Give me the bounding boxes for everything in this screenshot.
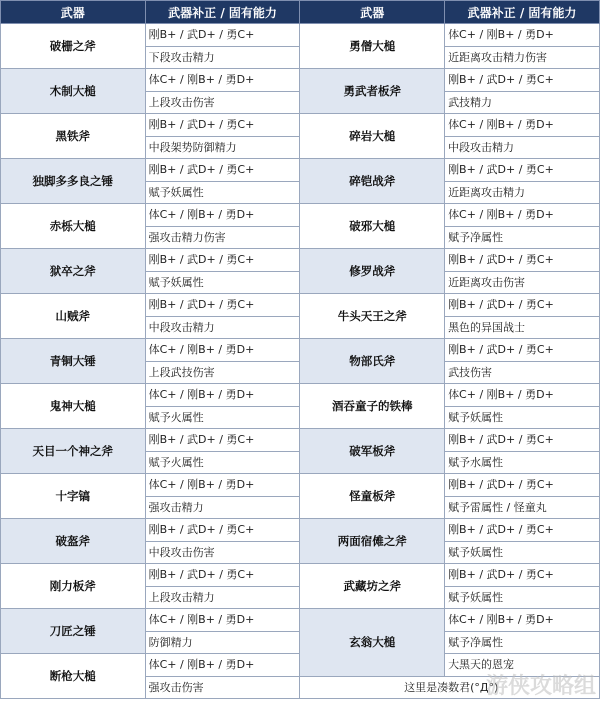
weapon-stat-scaling: 刚B+ / 武D+ / 勇C+ [445, 474, 600, 497]
weapon-name: 山贼斧 [1, 294, 146, 339]
table-header-row [1, 1, 600, 24]
weapon-stat-scaling: 刚B+ / 武D+ / 勇C+ [145, 159, 300, 182]
weapon-name: 赤栎大槌 [1, 204, 146, 249]
weapon-stat-scaling: 刚B+ / 武D+ / 勇C+ [145, 564, 300, 587]
table-row [1, 294, 600, 317]
weapon-ability: 近距离攻击精力 [445, 181, 600, 204]
weapon-ability: 近距离攻击精力伤害 [445, 46, 600, 69]
weapon-name: 玄翁大槌 [300, 609, 445, 677]
weapon-ability: 上段攻击伤害 [145, 91, 300, 114]
table-row [1, 564, 600, 587]
weapon-ability: 上段攻击精力 [145, 586, 300, 609]
weapon-ability: 赋予火属性 [145, 451, 300, 474]
table-row [1, 69, 600, 92]
weapon-ability: 下段攻击精力 [145, 46, 300, 69]
weapon-ability: 赋予妖属性 [145, 271, 300, 294]
weapon-ability: 强攻击伤害 [145, 676, 300, 699]
header-weapon-right: 武器 [300, 1, 445, 24]
weapon-name: 黑铁斧 [1, 114, 146, 159]
table-row [1, 249, 600, 272]
weapon-ability: 中段攻击精力 [145, 316, 300, 339]
weapon-ability: 中段攻击精力 [445, 136, 600, 159]
weapon-stat-scaling: 体C+ / 刚B+ / 勇D+ [445, 204, 600, 227]
table-row [1, 204, 600, 227]
weapon-stat-scaling: 体C+ / 刚B+ / 勇D+ [145, 384, 300, 407]
weapon-stat-scaling: 刚B+ / 武D+ / 勇C+ [445, 339, 600, 362]
weapon-name: 勇僧大槌 [300, 24, 445, 69]
footer-note: 这里是凑数君(°Д°) [300, 676, 600, 699]
weapon-ability: 赋予水属性 [445, 451, 600, 474]
weapon-name: 破栅之斧 [1, 24, 146, 69]
weapon-name: 断枪大槌 [1, 654, 146, 699]
weapon-stat-scaling: 体C+ / 刚B+ / 勇D+ [445, 114, 600, 137]
weapon-name: 物部氏斧 [300, 339, 445, 384]
weapon-ability: 黑色的异国战士 [445, 316, 600, 339]
weapon-name: 酒吞童子的铁棒 [300, 384, 445, 429]
weapon-ability: 强攻击精力 [145, 496, 300, 519]
weapon-name: 破盔斧 [1, 519, 146, 564]
weapon-ability: 中段攻击伤害 [145, 541, 300, 564]
weapon-name: 青铜大锤 [1, 339, 146, 384]
weapon-ability: 武技精力 [445, 91, 600, 114]
weapon-stat-scaling: 体C+ / 刚B+ / 勇D+ [145, 654, 300, 677]
weapon-stat-scaling: 刚B+ / 武D+ / 勇C+ [445, 249, 600, 272]
weapon-name: 木制大槌 [1, 69, 146, 114]
weapon-stat-scaling: 刚B+ / 武D+ / 勇C+ [145, 294, 300, 317]
weapon-stat-scaling: 刚B+ / 武D+ / 勇C+ [445, 69, 600, 92]
weapon-ability: 赋予妖属性 [445, 586, 600, 609]
weapon-ability: 武技伤害 [445, 361, 600, 384]
header-attr-left: 武器补正 / 固有能力 [145, 1, 300, 24]
table-row [1, 159, 600, 182]
weapon-ability: 赋予妖属性 [145, 181, 300, 204]
weapon-stat-scaling: 体C+ / 刚B+ / 勇D+ [145, 339, 300, 362]
weapon-ability-extra: 大黑天的恩宠 [445, 654, 600, 677]
table-row [1, 384, 600, 407]
weapon-ability: 赋予妖属性 [445, 541, 600, 564]
weapon-stat-scaling: 体C+ / 刚B+ / 勇D+ [445, 24, 600, 47]
weapon-name: 刀匠之锤 [1, 609, 146, 654]
table-row [1, 474, 600, 497]
weapon-name: 怪童板斧 [300, 474, 445, 519]
table-row [1, 609, 600, 632]
weapon-ability: 赋予雷属性 / 怪童丸 [445, 496, 600, 519]
weapon-stat-scaling: 体C+ / 刚B+ / 勇D+ [145, 69, 300, 92]
weapon-stat-scaling: 刚B+ / 武D+ / 勇C+ [145, 249, 300, 272]
header-weapon-left: 武器 [1, 1, 146, 24]
table-row [1, 24, 600, 47]
weapon-name: 修罗战斧 [300, 249, 445, 294]
weapon-name: 独脚多多良之锤 [1, 159, 146, 204]
weapon-stat-scaling: 刚B+ / 武D+ / 勇C+ [145, 114, 300, 137]
weapon-ability: 中段架势防御精力 [145, 136, 300, 159]
weapon-stat-scaling: 刚B+ / 武D+ / 勇C+ [145, 519, 300, 542]
weapon-ability: 赋予火属性 [145, 406, 300, 429]
weapon-stat-scaling: 体C+ / 刚B+ / 勇D+ [145, 204, 300, 227]
weapon-name: 刚力板斧 [1, 564, 146, 609]
weapon-stat-scaling: 体C+ / 刚B+ / 勇D+ [445, 609, 600, 632]
weapon-stat-scaling: 刚B+ / 武D+ / 勇C+ [145, 429, 300, 452]
weapon-ability: 强攻击精力伤害 [145, 226, 300, 249]
weapon-name: 天目一个神之斧 [1, 429, 146, 474]
weapon-name: 武藏坊之斧 [300, 564, 445, 609]
weapon-name: 鬼神大槌 [1, 384, 146, 429]
table-row [1, 339, 600, 362]
header-attr-right: 武器补正 / 固有能力 [445, 1, 600, 24]
weapon-name: 十字镐 [1, 474, 146, 519]
weapon-stat-scaling: 刚B+ / 武D+ / 勇C+ [445, 429, 600, 452]
weapon-stat-scaling: 刚B+ / 武D+ / 勇C+ [145, 24, 300, 47]
weapon-name: 破邪大槌 [300, 204, 445, 249]
weapon-stat-scaling: 刚B+ / 武D+ / 勇C+ [445, 159, 600, 182]
weapon-stat-scaling: 刚B+ / 武D+ / 勇C+ [445, 519, 600, 542]
weapon-ability: 赋予妖属性 [445, 406, 600, 429]
table-row [1, 519, 600, 542]
weapon-name: 两面宿傩之斧 [300, 519, 445, 564]
weapon-name: 狱卒之斧 [1, 249, 146, 294]
weapon-ability: 近距离攻击伤害 [445, 271, 600, 294]
watermark-logo: 游侠攻略组 [485, 674, 596, 699]
weapon-name: 牛头天王之斧 [300, 294, 445, 339]
weapon-ability: 防御精力 [145, 631, 300, 654]
weapon-stat-scaling: 刚B+ / 武D+ / 勇C+ [445, 564, 600, 587]
weapon-ability: 赋予净属性 [445, 226, 600, 249]
weapon-stat-scaling: 体C+ / 刚B+ / 勇D+ [145, 609, 300, 632]
table-row [1, 114, 600, 137]
weapon-name: 破军板斧 [300, 429, 445, 474]
weapon-name: 碎岩大槌 [300, 114, 445, 159]
weapon-name: 碎铠战斧 [300, 159, 445, 204]
weapon-stat-scaling: 体C+ / 刚B+ / 勇D+ [145, 474, 300, 497]
weapon-stat-scaling: 体C+ / 刚B+ / 勇D+ [445, 384, 600, 407]
weapon-ability: 上段武技伤害 [145, 361, 300, 384]
table-row [1, 429, 600, 452]
weapon-stat-scaling: 刚B+ / 武D+ / 勇C+ [445, 294, 600, 317]
weapon-ability: 赋予净属性 [445, 631, 600, 654]
weapon-name: 勇武者板斧 [300, 69, 445, 114]
